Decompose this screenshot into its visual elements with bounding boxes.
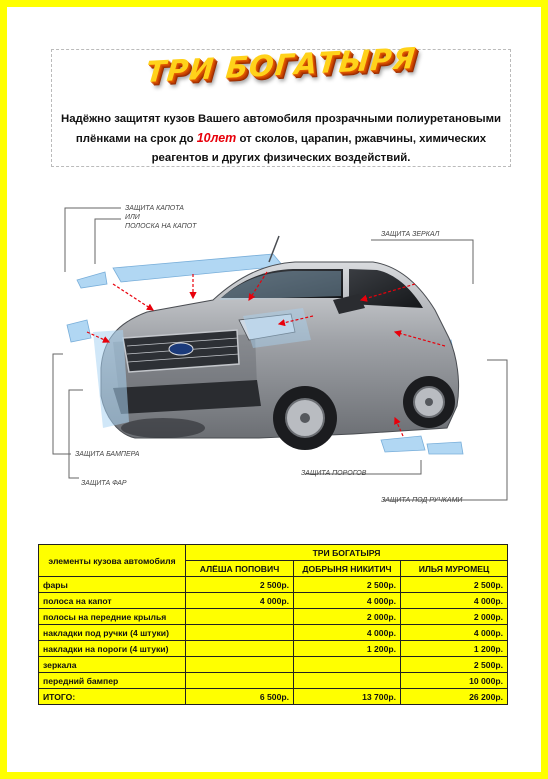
package-ilya-muromets: ИЛЬЯ МУРОМЕЦ [401,561,508,577]
row-label: полоса на капот [39,593,186,609]
price-cell: 4 000р. [401,593,508,609]
price-cell [294,673,401,689]
callout-sills: ЗАЩИТА ПОРОГОВ [301,470,367,477]
header-box [51,40,511,167]
price-cell: 2 500р. [401,577,508,593]
row-label: зеркала [39,657,186,673]
price-cell: 4 000р. [186,593,294,609]
table-row [39,609,508,625]
total-price-cell: 6 500р. [186,689,294,705]
callout-bumper: ЗАЩИТА БАМПЕРА [75,451,140,458]
price-cell: 2 500р. [294,577,401,593]
callout-hood-line-1: ЗАЩИТА КАПОТА [125,205,184,212]
package-alesha-popovich: АЛЁША ПОПОВИЧ [186,561,294,577]
price-cell [186,625,294,641]
protection-diagram [43,192,517,512]
intro-text [54,110,508,168]
callout-hood-line-3: ПОЛОСКА НА КАПОТ [125,223,197,230]
price-cell [186,657,294,673]
row-label: передний бампер [39,673,186,689]
price-cell: 10 000р. [401,673,508,689]
price-cell: 1 200р. [294,641,401,657]
table-total-row [39,689,508,705]
intro-line-3: реагентов и других физических воздействий. [151,152,411,164]
price-cell: 2 500р. [186,577,294,593]
total-price-cell: 13 700р. [294,689,401,705]
table-row [39,577,508,593]
car-illustration [43,192,517,512]
table-row [39,657,508,673]
row-label: фары [39,577,186,593]
price-cell: 4 000р. [294,593,401,609]
row-label: накладки на пороги (4 штуки) [39,641,186,657]
price-cell: 4 000р. [294,625,401,641]
price-cell: 4 000р. [401,625,508,641]
column-header-elements: элементы кузова автомобиля [39,545,186,577]
price-cell [186,673,294,689]
intro-line-1: Надёжно защитят кузов Вашего автомобиля прозрачными полиуретановыми [60,113,502,125]
table-row [39,641,508,657]
price-cell [186,609,294,625]
price-cell [294,657,401,673]
row-label: полосы на передние крылья [39,609,186,625]
package-dobrynya-nikitich: ДОБРЫНЯ НИКИТИЧ [294,561,401,577]
callout-headlights: ЗАЩИТА ФАР [81,480,127,487]
brand-logo: ТРИ БОГАТЫРЯ [144,40,418,90]
callout-hood-line-2: ИЛИ [125,214,140,221]
table-header-row [39,545,508,561]
callout-mirrors: ЗАЩИТА ЗЕРКАЛ [381,231,440,238]
intro-line-2-after: от сколов, царапин, ржавчины, химических [236,133,487,145]
price-cell: 2 000р. [294,609,401,625]
price-table [38,544,508,705]
row-label-total: ИТОГО: [39,689,186,705]
price-cell: 2 000р. [401,609,508,625]
price-cell: 2 500р. [401,657,508,673]
intro-highlight-years: 10лет [196,131,237,145]
price-cell: 1 200р. [401,641,508,657]
table-row [39,625,508,641]
callout-handles: ЗАЩИТА ПОД РУЧКАМИ [381,497,463,504]
price-cell [186,641,294,657]
table-row [39,593,508,609]
table-brand-heading: ТРИ БОГАТЫРЯ [186,545,508,561]
row-label: накладки под ручки (4 штуки) [39,625,186,641]
intro-line-2-before: плёнками на срок до [75,133,197,145]
table-row [39,673,508,689]
total-price-cell: 26 200р. [401,689,508,705]
